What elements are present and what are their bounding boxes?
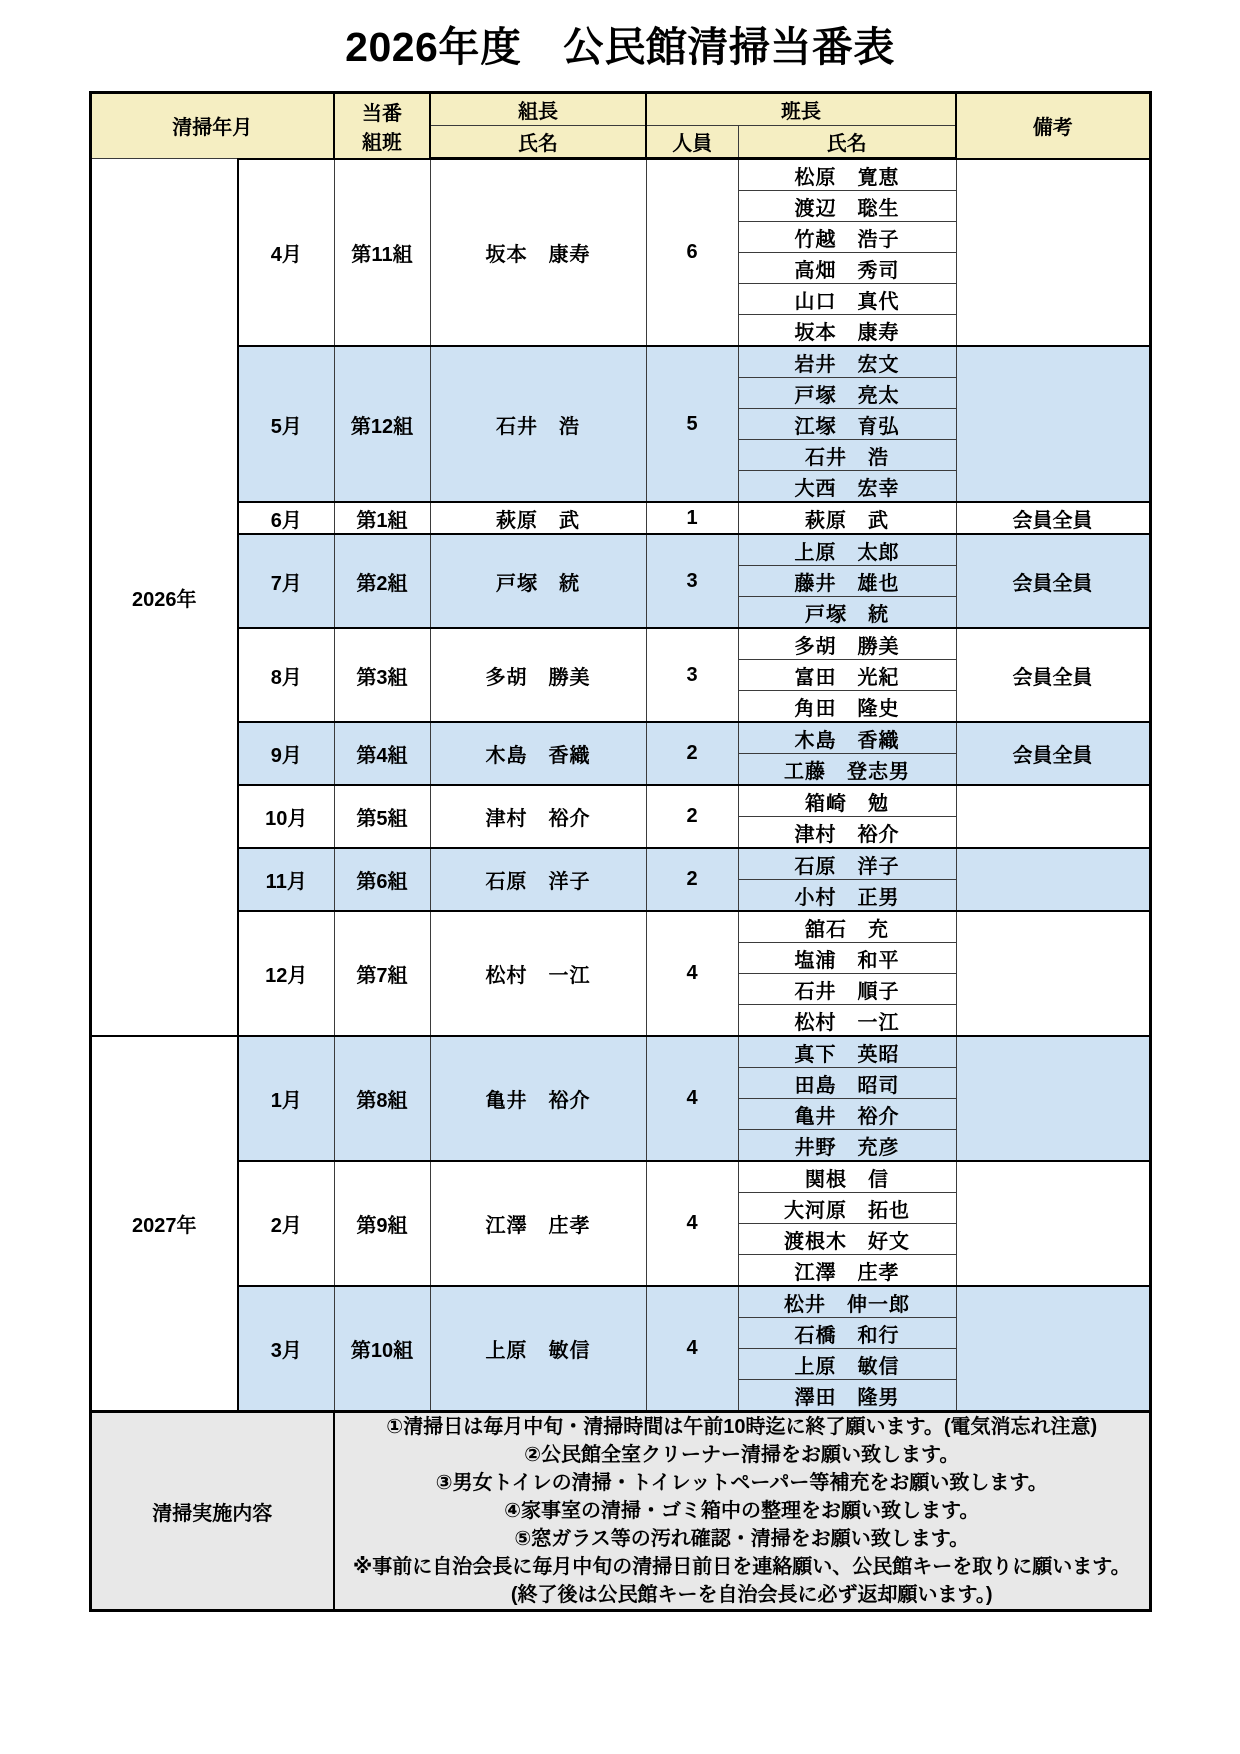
- table-row: [90, 722, 1150, 754]
- footer-instructions: [334, 1412, 1150, 1611]
- squad-leader-name: 上原 敏信: [738, 1349, 956, 1380]
- squad-leader-name: 井野 充彦: [738, 1130, 956, 1162]
- squad-leader-name: 坂本 康寿: [738, 315, 956, 347]
- squad-leader-name: 亀井 裕介: [738, 1099, 956, 1130]
- squad-leader-name: 石井 順子: [738, 974, 956, 1005]
- member-count: 4: [646, 911, 738, 1036]
- squad-leader-name: 石原 洋子: [738, 848, 956, 880]
- table-body: [90, 159, 1150, 1412]
- group-cell: 第2組: [334, 534, 430, 628]
- remarks-cell: [956, 785, 1150, 848]
- member-count: 1: [646, 502, 738, 534]
- header-duty-group-line2: 組班: [362, 131, 402, 154]
- member-count: 4: [646, 1036, 738, 1161]
- group-cell: 第6組: [334, 848, 430, 911]
- table-row: [90, 911, 1150, 943]
- table-row: [90, 502, 1150, 534]
- group-cell: 第3組: [334, 628, 430, 722]
- member-count: 3: [646, 628, 738, 722]
- roster-table: [89, 91, 1152, 1612]
- group-leader-name: 坂本 康寿: [430, 159, 646, 347]
- squad-leader-name: 箱崎 勉: [738, 785, 956, 817]
- table-row: [90, 1161, 1150, 1193]
- squad-leader-name: 渡根木 好文: [738, 1224, 956, 1255]
- header-hancho: 班長: [646, 93, 956, 126]
- month-cell: 1月: [238, 1036, 334, 1161]
- squad-leader-name: 江澤 庄孝: [738, 1255, 956, 1287]
- page-title: 2026年度 公民館清掃当番表: [345, 24, 895, 70]
- squad-leader-name: 角田 隆史: [738, 691, 956, 723]
- month-cell: 3月: [238, 1286, 334, 1412]
- squad-leader-name: 山口 真代: [738, 284, 956, 315]
- remarks-cell: [956, 346, 1150, 502]
- instruction-line: ②公民館全室クリーナー清掃をお願い致します。: [524, 1444, 960, 1467]
- squad-leader-name: 岩井 宏文: [738, 346, 956, 378]
- squad-leader-name: 大西 宏幸: [738, 471, 956, 503]
- squad-leader-name: 石井 浩: [738, 440, 956, 471]
- header-cleaning-month: 清掃年月: [90, 93, 334, 159]
- group-leader-name: 萩原 武: [430, 502, 646, 534]
- group-leader-name: 津村 裕介: [430, 785, 646, 848]
- group-cell: 第11組: [334, 159, 430, 347]
- squad-leader-name: 高畑 秀司: [738, 253, 956, 284]
- group-cell: 第10組: [334, 1286, 430, 1412]
- squad-leader-name: 津村 裕介: [738, 817, 956, 849]
- group-leader-name: 石井 浩: [430, 346, 646, 502]
- squad-leader-name: 大河原 拓也: [738, 1193, 956, 1224]
- squad-leader-name: 竹越 浩子: [738, 222, 956, 253]
- month-cell: 12月: [238, 911, 334, 1036]
- header-row-1: [90, 93, 1150, 126]
- group-cell: 第9組: [334, 1161, 430, 1286]
- squad-leader-name: 舘石 充: [738, 911, 956, 943]
- group-leader-name: 江澤 庄孝: [430, 1161, 646, 1286]
- squad-leader-name: 松村 一江: [738, 1005, 956, 1037]
- group-leader-name: 松村 一江: [430, 911, 646, 1036]
- month-cell: 8月: [238, 628, 334, 722]
- instruction-line: (終了後は公民館キーを自治会長に必ず返却願います。): [490, 1584, 993, 1607]
- year-cell: 2026年: [90, 159, 238, 1037]
- squad-leader-name: 木島 香織: [738, 722, 956, 754]
- month-cell: 7月: [238, 534, 334, 628]
- squad-leader-name: 富田 光紀: [738, 660, 956, 691]
- group-cell: 第1組: [334, 502, 430, 534]
- squad-leader-name: 戸塚 亮太: [738, 378, 956, 409]
- month-cell: 6月: [238, 502, 334, 534]
- group-leader-name: 多胡 勝美: [430, 628, 646, 722]
- squad-leader-name: 塩浦 和平: [738, 943, 956, 974]
- remarks-cell: [956, 1036, 1150, 1161]
- squad-leader-name: 澤田 隆男: [738, 1380, 956, 1412]
- instruction-line: ※事前に自治会長に毎月中旬の清掃日前日を連絡願い、公民館キーを取りに願います。: [352, 1556, 1131, 1579]
- table-header: [90, 93, 1150, 159]
- table-row: [90, 785, 1150, 817]
- member-count: 2: [646, 722, 738, 785]
- table-row: [90, 1286, 1150, 1318]
- squad-leader-name: 多胡 勝美: [738, 628, 956, 660]
- group-leader-name: 木島 香織: [430, 722, 646, 785]
- instruction-line: ①清掃日は毎月中旬・清掃時間は午前10時迄に終了願います。(電気消忘れ注意): [386, 1416, 1098, 1439]
- squad-leader-name: 戸塚 統: [738, 597, 956, 629]
- instruction-line: ④家事室の清掃・ゴミ箱中の整理をお願い致します。: [504, 1500, 980, 1523]
- group-leader-name: 亀井 裕介: [430, 1036, 646, 1161]
- group-cell: 第7組: [334, 911, 430, 1036]
- group-leader-name: 戸塚 統: [430, 534, 646, 628]
- remarks-cell: [956, 1286, 1150, 1412]
- group-cell: 第12組: [334, 346, 430, 502]
- remarks-cell: 会員全員: [956, 628, 1150, 722]
- month-cell: 2月: [238, 1161, 334, 1286]
- member-count: 4: [646, 1161, 738, 1286]
- table-row: [90, 534, 1150, 566]
- header-duty-group-line1: 当番: [362, 102, 402, 125]
- remarks-cell: 会員全員: [956, 534, 1150, 628]
- table-row: [90, 848, 1150, 880]
- member-count: 6: [646, 159, 738, 347]
- header-hancho-count: 人員: [646, 126, 738, 159]
- remarks-cell: 会員全員: [956, 502, 1150, 534]
- squad-leader-name: 上原 太郎: [738, 534, 956, 566]
- remarks-cell: 会員全員: [956, 722, 1150, 785]
- remarks-cell: [956, 848, 1150, 911]
- remarks-cell: [956, 159, 1150, 347]
- squad-leader-name: 松原 寛恵: [738, 159, 956, 191]
- footer-label: 清掃実施内容: [90, 1412, 334, 1611]
- group-cell: 第8組: [334, 1036, 430, 1161]
- header-kumicho: 組長: [430, 93, 646, 126]
- squad-leader-name: 工藤 登志男: [738, 754, 956, 786]
- header-hancho-name: 氏名: [738, 126, 956, 159]
- instruction-line: ⑤窓ガラス等の汚れ確認・清掃をお願い致します。: [514, 1528, 970, 1551]
- member-count: 2: [646, 785, 738, 848]
- month-cell: 4月: [238, 159, 334, 347]
- group-leader-name: 石原 洋子: [430, 848, 646, 911]
- footer-row: [90, 1412, 1150, 1611]
- remarks-cell: [956, 911, 1150, 1036]
- table-row: [90, 628, 1150, 660]
- squad-leader-name: 真下 英昭: [738, 1036, 956, 1068]
- squad-leader-name: 松井 伸一郎: [738, 1286, 956, 1318]
- remarks-cell: [956, 1161, 1150, 1286]
- squad-leader-name: 萩原 武: [738, 502, 956, 534]
- year-cell: 2027年: [90, 1036, 238, 1412]
- header-duty-group: [334, 93, 430, 159]
- member-count: 2: [646, 848, 738, 911]
- member-count: 4: [646, 1286, 738, 1412]
- group-cell: 第5組: [334, 785, 430, 848]
- table-row: [90, 159, 1150, 191]
- member-count: 5: [646, 346, 738, 502]
- squad-leader-name: 石橋 和行: [738, 1318, 956, 1349]
- member-count: 3: [646, 534, 738, 628]
- table-footer: [90, 1412, 1150, 1611]
- month-cell: 11月: [238, 848, 334, 911]
- squad-leader-name: 田島 昭司: [738, 1068, 956, 1099]
- squad-leader-name: 藤井 雄也: [738, 566, 956, 597]
- squad-leader-name: 江塚 育弘: [738, 409, 956, 440]
- month-cell: 9月: [238, 722, 334, 785]
- header-kumicho-name: 氏名: [430, 126, 646, 159]
- month-cell: 5月: [238, 346, 334, 502]
- group-leader-name: 上原 敏信: [430, 1286, 646, 1412]
- instruction-line: ③男女トイレの清掃・トイレットペーパー等補充をお願い致します。: [435, 1472, 1048, 1495]
- header-remarks: 備考: [956, 93, 1150, 159]
- table-row: [90, 1036, 1150, 1068]
- squad-leader-name: 小村 正男: [738, 880, 956, 912]
- group-cell: 第4組: [334, 722, 430, 785]
- table-row: [90, 346, 1150, 378]
- month-cell: 10月: [238, 785, 334, 848]
- squad-leader-name: 関根 信: [738, 1161, 956, 1193]
- squad-leader-name: 渡辺 聡生: [738, 191, 956, 222]
